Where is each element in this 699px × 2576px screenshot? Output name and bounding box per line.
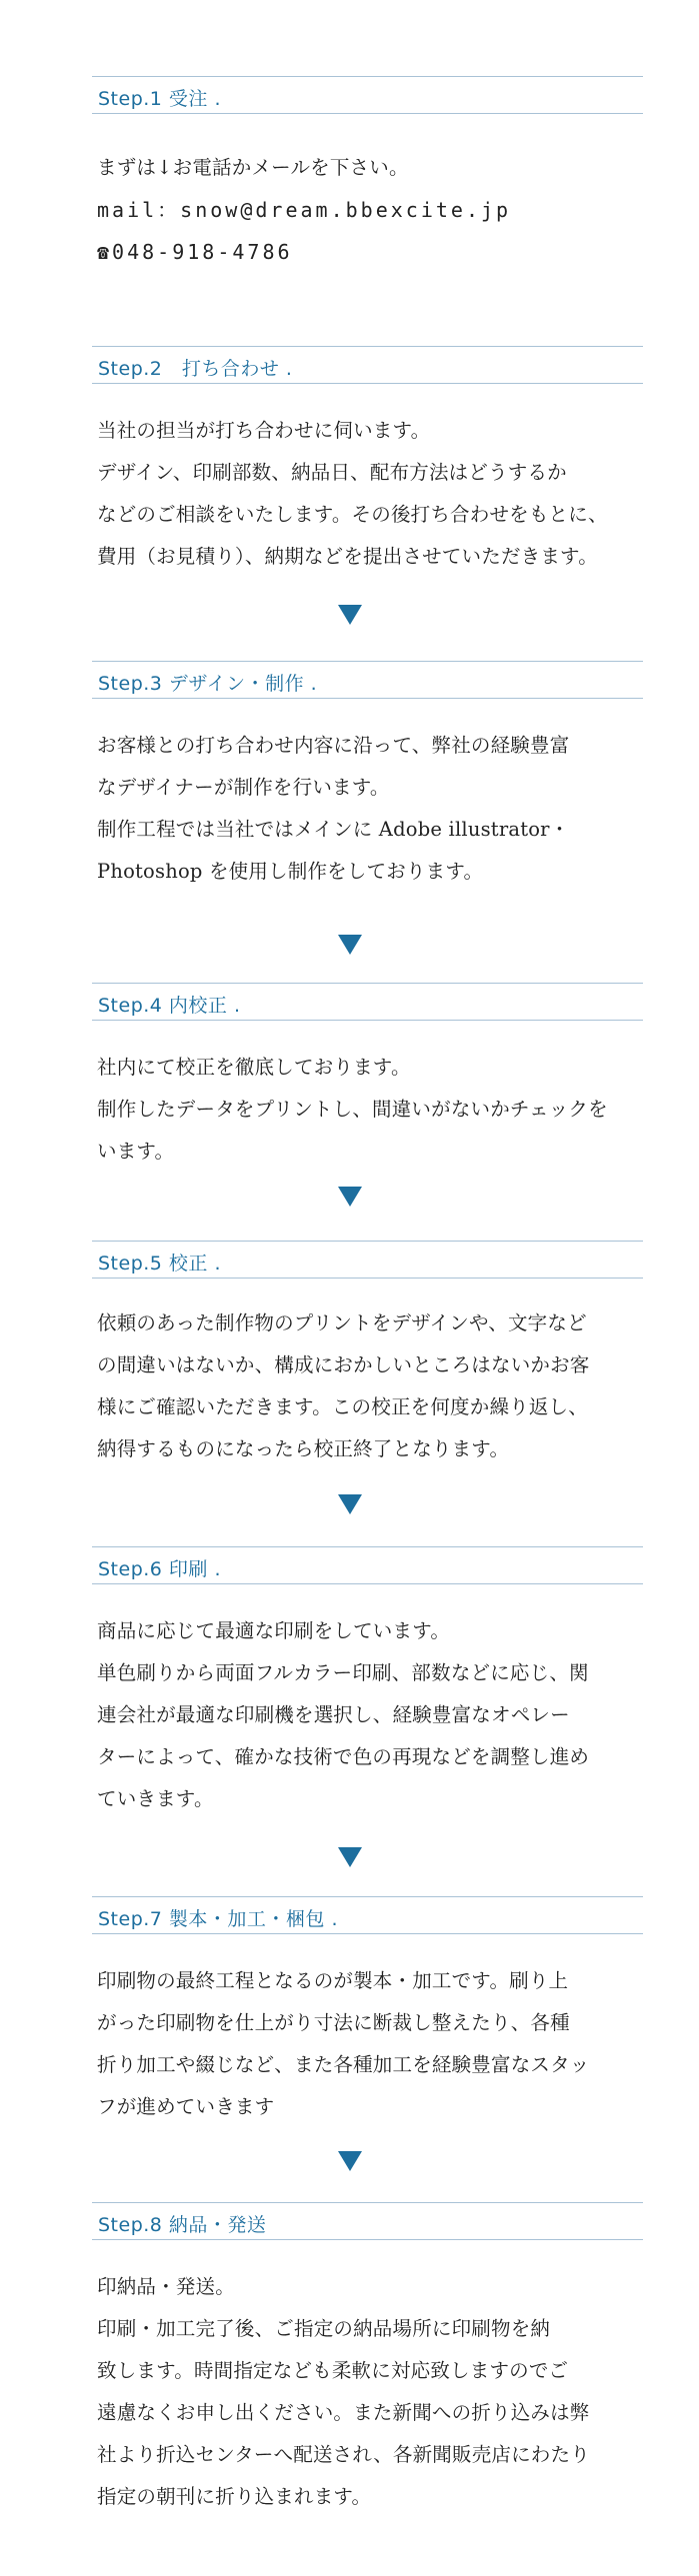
step-7-line-2: がった印刷物を仕上がり寸法に断裁し整えたり、各種	[97, 2011, 570, 2034]
step-6-line-3: 連会社が最適な印刷機を選択し、経験豊富なオペレー	[97, 1703, 570, 1726]
step-8-line-3: 致します。時間指定なども柔軟に対応致しますのでご	[97, 2359, 569, 2382]
step-7-line-1: 印刷物の最終工程となるのが製本・加工です。刷り上	[97, 1969, 569, 1992]
step-7-line-4: フが進めていきます	[97, 2095, 275, 2118]
step-4-line-2: 制作したデータをプリントし、間違いがないかチェックを	[97, 1098, 608, 1121]
triangle-down-icon	[338, 935, 362, 955]
step-1-line-2: mail：snow@dream.bbexcite.jp	[97, 198, 512, 222]
step-1-line-1: まずは↓お電話かメールを下さい。	[97, 156, 409, 179]
step-4-header	[92, 983, 643, 1021]
step-2-header	[92, 346, 643, 384]
step-3-line-3: 制作工程では当社ではメインに Adobe illustrator・	[97, 818, 570, 841]
step-6-header	[92, 1546, 643, 1584]
step-4-title: Step.4 内校正 .	[98, 995, 241, 1017]
step-2-line-4: 費用（お見積り）、納期などを提出させていただきます。	[97, 545, 598, 568]
step-8-line-2: 印刷・加工完了後、ご指定の納品場所に印刷物を納	[97, 2317, 551, 2340]
step-8-header	[92, 2202, 643, 2240]
step-5-line-3: 様にご確認いただきます。この校正を何度か繰り返し、	[97, 1395, 588, 1418]
triangle-down-icon	[338, 1187, 362, 1207]
step-1-title: Step.1 受注 .	[98, 88, 222, 110]
step-8-title: Step.8 納品・発送	[98, 2214, 267, 2236]
step-2-line-1: 当社の担当が打ち合わせに伺います。	[97, 419, 431, 442]
step-1-line-3: ☎048-918-4786	[97, 240, 293, 264]
step-5-line-1: 依頼のあった制作物のプリントをデザインや、文字など	[97, 1311, 587, 1334]
step-8-line-4: 遠慮なくお申し出ください。また新聞への折り込みは弊	[97, 2401, 590, 2424]
step-6-line-5: ていきます。	[97, 1787, 214, 1810]
step-4-line-3: います。	[97, 1140, 175, 1163]
triangle-down-icon	[338, 1847, 362, 1867]
step-5-header	[92, 1241, 643, 1279]
step-6-title: Step.6 印刷 .	[98, 1558, 222, 1580]
triangle-down-icon	[338, 2151, 362, 2171]
step-8-line-6: 指定の朝刊に折り込まれます。	[97, 2485, 372, 2508]
step-2-line-2: デザイン、印刷部数、納品日、配布方法はどうするか	[97, 461, 567, 484]
step-7-title: Step.7 製本・加工・梱包 .	[98, 1908, 339, 1930]
step-5-line-4: 納得するものになったら校正終了となります。	[97, 1437, 510, 1460]
step-8-line-1: 印納品・発送。	[97, 2275, 235, 2298]
step-1-header	[92, 76, 643, 114]
step-5-title: Step.5 校正 .	[98, 1253, 222, 1275]
step-6-line-2: 単色刷りから両面フルカラー印刷、部数などに応じ、関	[97, 1661, 589, 1684]
step-6-line-1: 商品に応じて最適な印刷をしています。	[97, 1619, 451, 1642]
step-3-title: Step.3 デザイン・制作 .	[98, 673, 318, 695]
step-3-line-2: なデザイナーが制作を行います。	[97, 776, 390, 799]
triangle-down-icon	[338, 1494, 362, 1514]
step-7-header	[92, 1896, 643, 1934]
step-3-line-1: お客様との打ち合わせ内容に沿って、弊社の経験豊富	[97, 734, 570, 757]
step-8-line-5: 社より折込センターへ配送され、各新聞販売店にわたり	[97, 2443, 590, 2466]
step-5-line-2: の間違いはないか、構成におかしいところはないかお客	[97, 1353, 590, 1376]
step-2-line-3: などのご相談をいたします。その後打ち合わせをもとに、	[97, 503, 608, 526]
step-2-title: Step.2 打ち合わせ .	[98, 358, 293, 380]
step-4-line-1: 社内にて校正を徹底しております。	[97, 1056, 411, 1079]
step-6-line-4: ターによって、確かな技術で色の再現などを調整し進め	[97, 1745, 590, 1768]
step-3-header	[92, 661, 643, 699]
step-3-line-4: Photoshop を使用し制作をしております。	[97, 860, 484, 883]
step-7-line-3: 折り加工や綴じなど、また各種加工を経験豊富なスタッ	[97, 2053, 590, 2076]
triangle-down-icon	[338, 605, 362, 625]
